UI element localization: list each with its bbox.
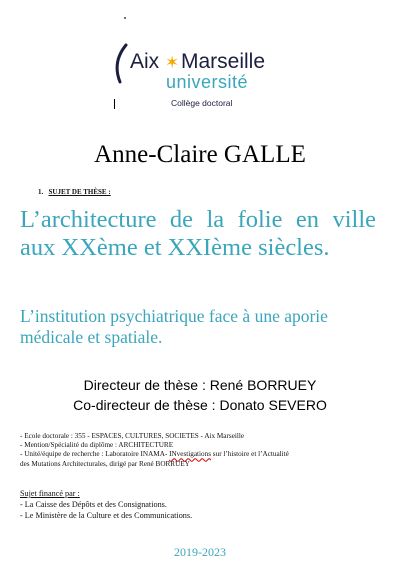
author-name: Anne-Claire GALLE [94, 141, 306, 168]
university-logo [110, 42, 290, 112]
meta-research-unit-a: - Unité/équipe de recherche : Laboratoire INAMA- [20, 450, 170, 459]
funding-heading: Sujet financé par : [20, 489, 80, 498]
director-line: Directeur de thèse : René BORRUEY [83, 377, 317, 393]
logo-universite-text: université [166, 72, 249, 92]
funding-item: - La Caisse des Dépôts et des Consignations. [20, 500, 167, 509]
meta-research-unit [20, 450, 360, 459]
meta-research-unit-continued: des Mutations Architecturales, dirigé par René BORRUEY [20, 459, 190, 468]
thesis-title: L’architecture de la folie en ville aux XXème et XXIème siècles. [20, 206, 376, 261]
section-number: 1. [38, 188, 44, 196]
logo-college-text: Collège doctoral [171, 98, 233, 108]
codirector-line: Co-directeur de thèse : Donato SEVERO [73, 397, 327, 413]
meta-research-unit-spellcheck: INvestigations [169, 450, 211, 459]
thesis-subtitle: L’institution psychiatrique face à une aporie médicale et spatiale. [20, 306, 328, 347]
section-label: SUJET DE THÈSE : [48, 188, 111, 196]
meta-doctoral-school: - Ecole doctorale : 355 - ESPACES, CULTURES, SOCIETES - Aix Marseille [20, 432, 245, 440]
logo-star-icon: ✶ [165, 53, 180, 73]
meta-research-unit-c: sur l’histoire et l’Actualité [211, 450, 289, 459]
logo-marseille-text: Marseille [181, 50, 266, 73]
logo-aix-text: Aix [130, 50, 160, 73]
funding-item: - Le Ministère de la Culture et des Communications. [20, 511, 193, 520]
text-cursor [114, 99, 115, 109]
stray-dot [124, 17, 126, 19]
logo-parenthesis [117, 45, 126, 82]
thesis-years: 2019-2023 [174, 545, 226, 559]
metadata-block [20, 432, 360, 469]
directors-block [0, 375, 400, 415]
meta-specialty: - Mention/Spécialité du diplôme : ARCHITECTURE [20, 441, 174, 450]
funding-block [20, 488, 192, 521]
section-heading [38, 188, 111, 196]
